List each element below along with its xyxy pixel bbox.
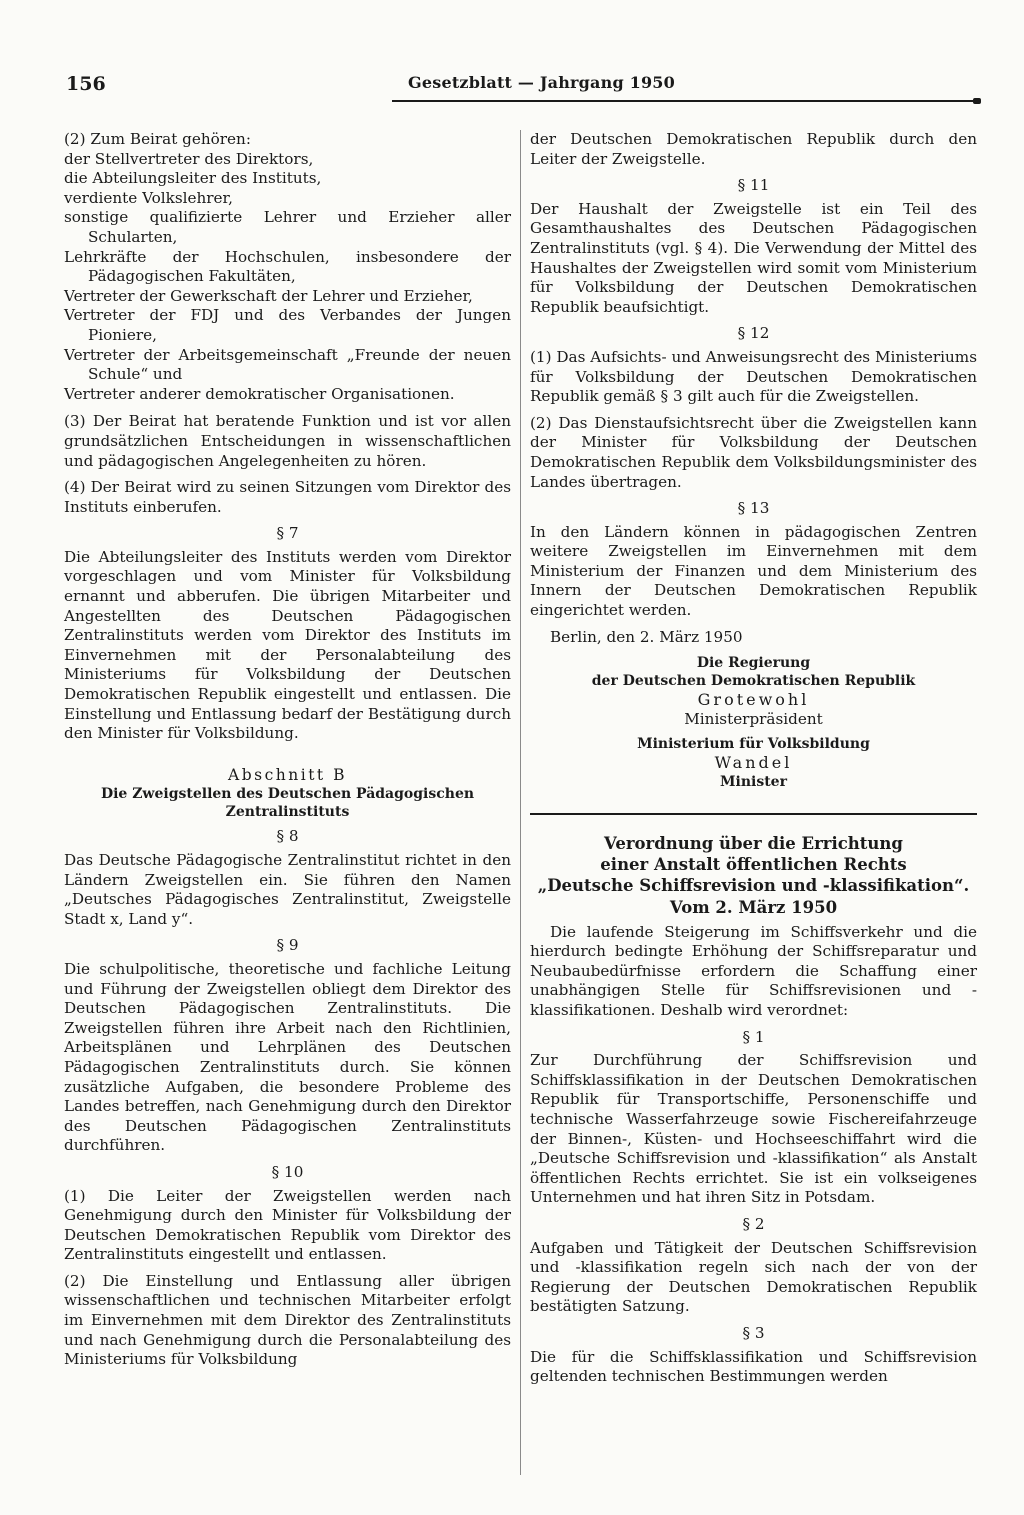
list-item: Vertreter der FDJ und des Verbandes der Jungen Pioniere, <box>64 306 511 344</box>
section-8-heading: § 8 <box>276 827 299 846</box>
list-item: der Stellvertreter des Direktors, <box>64 149 314 168</box>
abschnitt-heading: Abschnitt B <box>228 765 347 784</box>
section-10-paragraph-2: (2) Die Einstellung und Entlassung aller übrigen wissenschaftlichen und technischen Mitarbeiter erfolgt im Einvernehmen mit dem Direktor des Zentralinstituts und nach Genehmigung durch die Personalabteilung des Ministeriums für Volksbildung <box>64 1271 511 1369</box>
running-title: Gesetzblatt — Jahrgang 1950 <box>408 73 675 92</box>
right-column <box>530 130 977 1394</box>
paragraph-beirat-3: (3) Der Beirat hat beratende Funktion und ist vor allen grundsätzlichen Entscheidungen in wissenschaftlichen und pädagogischen Angelegenheiten zu hören. <box>64 412 511 470</box>
section-9-text: Die schulpolitische, theoretische und fachliche Leitung und Führung der Zweigstellen obliegt dem Direktor des Deutschen Pädagogischen Zentralinstituts. Die Zweigstellen führen ihre Arbeit nach den Richtlinien, Arbeitsplänen und Lehrplänen des Deutschen Pädagogischen Zentralinstituts durch. Sie können zusätzliche Aufgaben, die besondere Probleme des Landes betreffen, nach Genehmigung durch den Direktor des Deutschen Pädagogischen Zentralinstituts durchführen. <box>64 959 511 1155</box>
signer-wandel: Wandel <box>714 753 793 773</box>
header-rule <box>392 100 977 102</box>
signer-grotewohl-title: Ministerpräsident <box>684 709 823 728</box>
section-11-text: Der Haushalt der Zweigstelle ist ein Teil des Gesamthaushaltes des Deutschen Pädagogischen Zentralinstituts (vgl. § 4). Die Verwendung der Mittel des Haushaltes der Zweigstellen wird somit vom Ministerium für Volksbildung der Deutschen Demokratischen Republik beaufsichtigt. <box>530 199 977 316</box>
abschnitt-title: Die Zweigstellen des Deutschen Pädagogischen Zentralinstituts <box>100 786 475 821</box>
section-12-paragraph-1: (1) Das Aufsichts- und Anweisungsrecht des Ministeriums für Volksbildung der Deutschen Demokratischen Republik gemäß § 3 gilt auch für die Zweigstellen. <box>530 347 977 406</box>
decree-section-3-text: Die für die Schiffsklassifikation und Schiffsrevision geltenden technischen Bestimmungen werden <box>530 1347 977 1386</box>
list-item: sonstige qualifizierte Lehrer und Erzieher aller Schularten, <box>64 208 511 246</box>
continuation-text: der Deutschen Demokratischen Republik durch den Leiter der Zweigstelle. <box>530 130 977 168</box>
section-7-heading: § 7 <box>276 524 299 543</box>
decree-section-1-text: Zur Durchführung der Schiffsrevision und Schiffsklassifikation in der Deutschen Demokratischen Republik für Transportschiffe, Personenschiffe und technische Wasserfahrzeuge sowie Fischereifahrzeuge der Binnen-, Küsten- und Hochseeschiffahrt wird die „Deutsche Schiffsrevision und -klassifikation“ als Anstalt öffentlichen Rechts errichtet. Sie ist ein volkseigenes Unternehmen und hat ihren Sitz in Potsdam. <box>530 1051 977 1207</box>
decree-intro: Die laufende Steigerung im Schiffsverkehr und die hierdurch bedingte Erhöhung der Schiffsreparatur und Neubaubedürfnisse erfordern die Schaffung einer unabhängigen Stelle für Schiffsrevisionen und -klassifikationen. Deshalb wird verordnet: <box>530 922 977 1019</box>
section-12-paragraph-2: (2) Das Dienstaufsichtsrecht über die Zweigstellen kann der Minister für Volksbildung der Deutschen Demokratischen Republik dem Volksbildungsminister des Landes übertragen. <box>530 413 977 491</box>
left-column <box>64 130 511 1377</box>
list-item: Lehrkräfte der Hochschulen, insbesondere der Pädagogischen Fakultäten, <box>64 247 511 286</box>
decree-title-line-1: Verordnung über die Errichtung <box>604 834 903 854</box>
decree-section-2-heading: § 2 <box>742 1214 765 1233</box>
list-item: Vertreter der Gewerkschaft der Lehrer und Erzieher, <box>64 286 473 305</box>
government-line-1: Die Regierung <box>696 655 811 672</box>
section-13-text: In den Ländern können in pädagogischen Zentren weitere Zweigstellen im Einvernehmen mit dem Ministerium der Finanzen und dem Ministerium des Innern der Deutschen Demokratischen Republik eingerichtet werden. <box>530 522 977 620</box>
decree-section-2-text: Aufgaben und Tätigkeit der Deutschen Schiffsrevision und -klassifikation regeln sich nach der von der Regierung der Deutschen Demokratischen Republik bestätigten Satzung. <box>530 1238 977 1316</box>
beirat-members <box>64 130 511 404</box>
list-item: die Abteilungsleiter des Instituts, <box>64 169 322 188</box>
beirat-intro: (2) Zum Beirat gehören: <box>64 130 251 148</box>
list-item: Vertreter der Arbeitsgemeinschaft „Freunde der neuen Schule“ und <box>64 345 511 384</box>
page-header <box>0 70 1024 106</box>
section-11-heading: § 11 <box>737 176 770 195</box>
section-9-heading: § 9 <box>276 936 299 955</box>
section-12-heading: § 12 <box>737 324 770 343</box>
ministry-name: Ministerium für Volksbildung <box>637 736 870 753</box>
section-8-text: Das Deutsche Pädagogische Zentralinstitut richtet in den Ländern Zweigstellen ein. Sie führen den Namen „Deutsches Pädagogisches Zentralinstitut, Zweigstelle Stadt x, Land y“. <box>64 851 511 928</box>
signer-grotewohl: Grotewohl <box>697 690 810 710</box>
decree-title-line-2: einer Anstalt öffentlichen Rechts <box>600 855 907 875</box>
paragraph-beirat-4: (4) Der Beirat wird zu seinen Sitzungen vom Direktor des Instituts einberufen. <box>64 478 511 516</box>
section-divider <box>530 813 977 815</box>
decree-title-line-3: „Deutsche Schiffsrevision und -klassifikation“. <box>537 876 970 896</box>
list-item: Vertreter anderer demokratischer Organisationen. <box>64 384 455 403</box>
page-number: 156 <box>66 73 106 95</box>
section-10-heading: § 10 <box>271 1162 304 1181</box>
signature-block <box>530 654 977 791</box>
column-divider <box>520 130 521 1475</box>
signer-wandel-title: Minister <box>720 774 787 791</box>
decree-section-1-heading: § 1 <box>742 1027 765 1046</box>
decree-section-3-heading: § 3 <box>742 1323 765 1342</box>
section-13-heading: § 13 <box>737 499 770 518</box>
government-line-2: der Deutschen Demokratischen Republik <box>591 673 916 690</box>
list-item: verdiente Volkslehrer, <box>64 188 233 207</box>
section-7-text: Die Abteilungsleiter des Instituts werden vom Direktor vorgeschlagen und vom Minister für Volksbildung ernannt und abberufen. Die übrigen Mitarbeiter und Angestellten des Deutschen Pädagogischen Zentralinstituts werden vom Direktor des Instituts im Einvernehmen mit der Personalabteilung des Ministeriums für Volksbildung der Deutschen Demokratischen Republik eingestellt und entlassen. Die Einstellung und Entlassung bedarf der Bestätigung durch den Minister für Volksbildung. <box>64 547 511 743</box>
decree-date: Vom 2. März 1950 <box>669 898 838 918</box>
section-10-paragraph-1: (1) Die Leiter der Zweigstellen werden nach Genehmigung durch den Minister für Volksbildung der Deutschen Demokratischen Republik vom Direktor des Zentralinstituts eingestellt und entlassen. <box>64 1186 511 1264</box>
place-date: Berlin, den 2. März 1950 <box>550 627 743 646</box>
